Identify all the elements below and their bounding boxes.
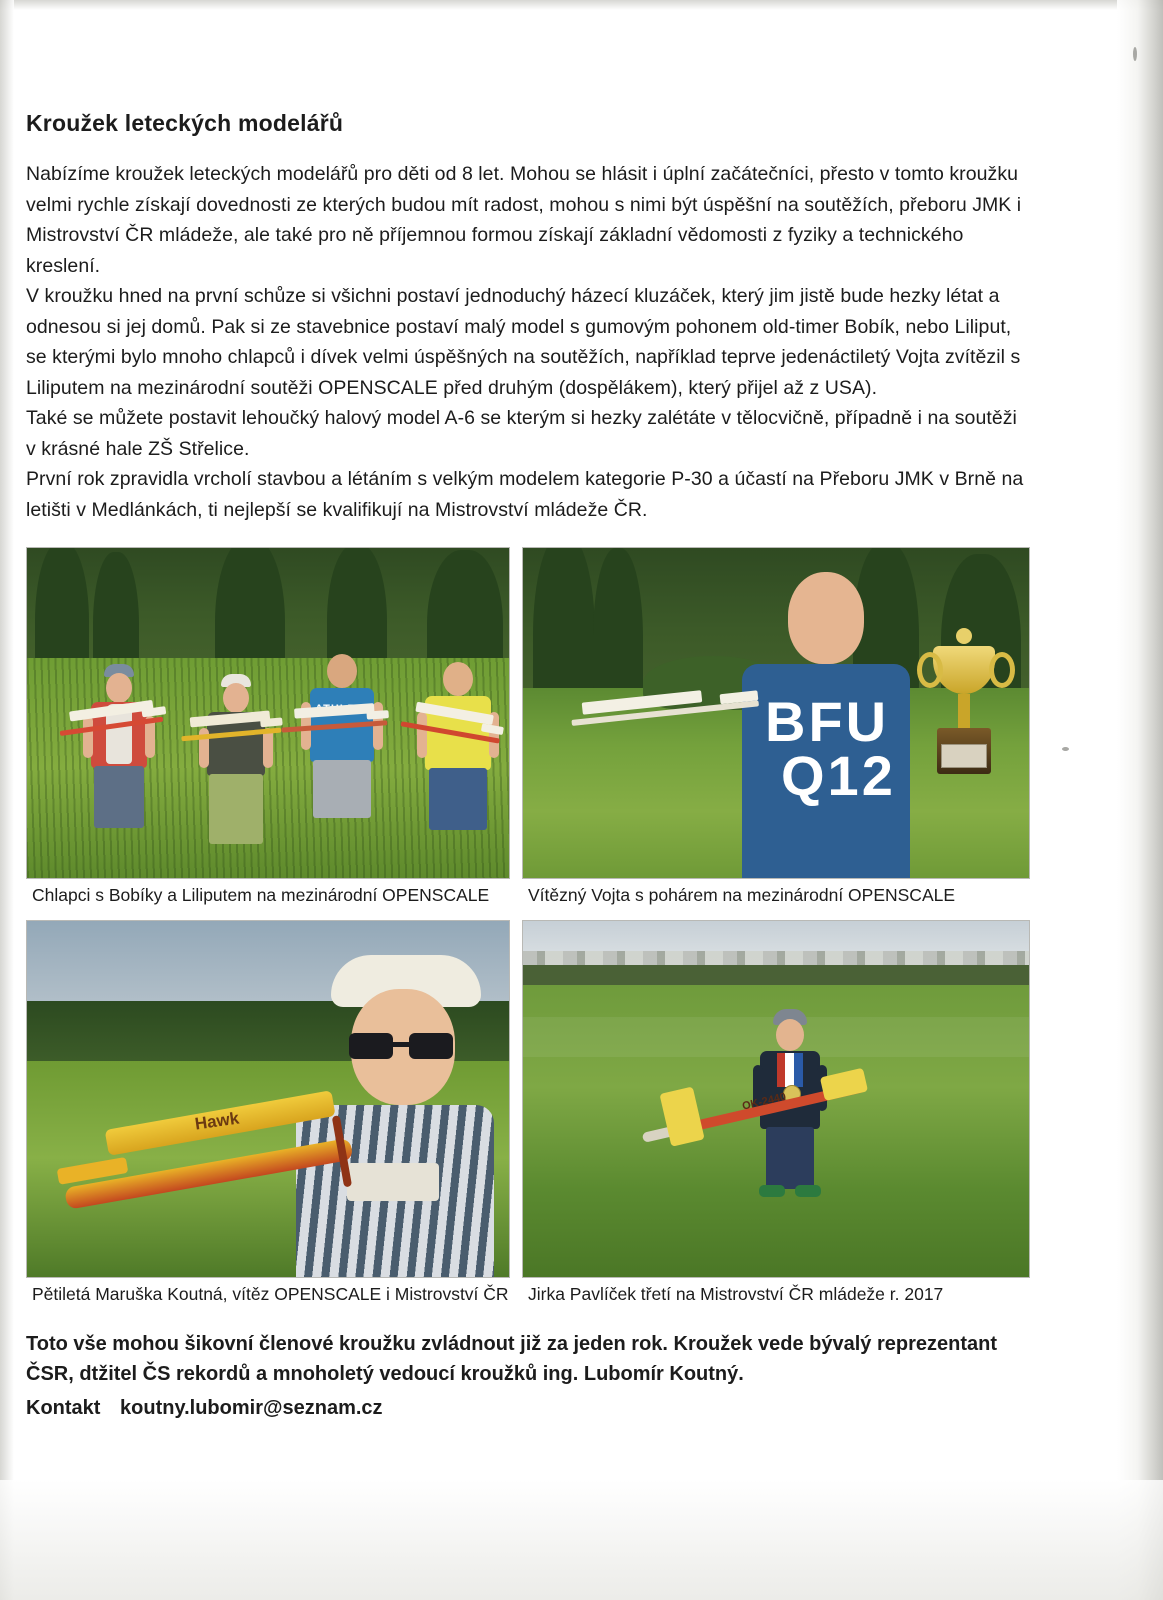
scan-speck	[1133, 47, 1137, 61]
kid-figure	[741, 572, 911, 878]
scan-speck	[1062, 747, 1069, 751]
shirt-print: Q12	[781, 744, 896, 807]
conifer-tree	[533, 547, 595, 702]
closing-line-2: ČSR, dtžitel ČS rekordů a mnoholetý vedoucí kroužků ing. Lubomír Koutný.	[26, 1363, 744, 1385]
photo-cell-maruska	[26, 920, 510, 1311]
head	[443, 662, 473, 696]
closing-block	[26, 1329, 1026, 1423]
trophy-handle	[917, 652, 943, 688]
conifer-tree	[593, 548, 643, 698]
contact-email[interactable]: koutny.lubomir@seznam.cz	[120, 1397, 383, 1419]
wing	[294, 703, 375, 719]
scan-edge-bottom	[0, 1480, 1163, 1600]
scan-edge-right	[1117, 0, 1163, 1600]
paragraph-3: Také se můžete postavit lehoučký halový model A-6 se kterým si hezky zalétáte v tělocvičně, případně i na soutěži v krásné hale ZŠ Střelice.	[26, 407, 1017, 460]
tail	[366, 710, 389, 720]
head	[327, 654, 357, 688]
photo-caption: Jirka Pavlíček třetí na Mistrovství ČR mládeže r. 2017	[528, 1284, 944, 1304]
tail	[141, 706, 166, 717]
paragraph-1: Nabízíme kroužek leteckých modelářů pro děti od 8 let. Mohou se hlásit i úplní začátečníci, přesto v tomto kroužku velmi rychle získají dovednosti ze kterých budou mít radost, mohou s nimi být úspěšní na soutěžích, přeboru JMK i Mistrovství ČR mládeže, ale také pro ně příjemnou formou získají základní vědomosti z fyziky a technického kreslení.	[26, 163, 1022, 277]
photo-caption: Chlapci s Bobíky a Liliputem na mezinárodní OPENSCALE	[32, 885, 490, 905]
model-plane	[175, 703, 285, 758]
intro-text	[26, 159, 1026, 525]
tail	[481, 723, 504, 735]
photo-maruska-plane	[26, 920, 510, 1278]
document-content	[26, 110, 1026, 1423]
scan-edge-top	[0, 0, 1163, 10]
plane-marking: OK-2440	[741, 1090, 788, 1113]
shirt-print: BFU	[765, 690, 890, 753]
tree-line	[523, 965, 1029, 987]
plane-marking: Hawk	[193, 1108, 241, 1134]
tail	[820, 1068, 868, 1101]
conifer-tree	[35, 547, 89, 674]
wing	[190, 710, 271, 727]
scan-edge-left	[0, 0, 14, 1600]
photo-cell-jirka	[522, 920, 1030, 1311]
photo-row-1	[26, 547, 1026, 912]
paragraph-4: První rok zpravidla vrcholí stavbou a létáním s velkým modelem kategorie P-30 a účastí na Přeboru JMK v Brně na letišti v Medlánkách, ti nejlepší se kvalifikují na Mistrovství mládeže ČR.	[26, 468, 1024, 521]
shoe	[759, 1185, 785, 1197]
trophy	[909, 640, 1019, 850]
head	[776, 1019, 804, 1051]
page-title: Kroužek leteckých modelářů	[26, 110, 344, 136]
kid-figure	[299, 652, 385, 866]
wing	[415, 702, 494, 725]
contact-label: Kontakt	[26, 1397, 101, 1419]
model-plane	[276, 694, 391, 748]
legs	[429, 768, 487, 830]
sunglasses-icon	[349, 1033, 453, 1059]
kid-figure	[195, 674, 277, 870]
photo-cell-boys	[26, 547, 510, 912]
head	[788, 572, 864, 664]
photo-caption: Pětiletá Maruška Koutná, vítěz OPENSCALE i Mistrovství ČR	[32, 1284, 509, 1304]
fuselage	[181, 728, 281, 742]
trophy-stem	[958, 694, 970, 728]
photo-cell-vojta	[522, 547, 1030, 912]
shoe	[795, 1185, 821, 1197]
conifer-tree	[427, 550, 503, 674]
photo-caption: Vítězný Vojta s pohárem na mezinárodní OPENSCALE	[528, 885, 956, 905]
conifer-tree	[93, 552, 139, 672]
trophy-ball	[956, 628, 972, 644]
trophy-handle	[989, 652, 1015, 688]
closing-line-1: Toto vše mohou šikovní členové kroužku zvládnout již za jeden rok. Kroužek vede bývalý reprezentant	[26, 1333, 997, 1355]
trophy-plate	[941, 744, 987, 768]
photo-vojta-trophy	[522, 547, 1030, 879]
legs	[209, 774, 263, 844]
paragraph-2: V kroužku hned na první schůze si všichni postaví jednoduchý házecí kluzáček, který jim jistě bude hezky létat a odnesou si jej domů. Pak si ze stavebnice postaví malý model s gumovým pohonem old-timer Bobík, nebo Liliput, se kterými bylo mnoho chlapců i dívek velmi úspěšných na soutěžích, například teprve jedenáctiletý Vojta zvítězil s Liliputem na mezinárodní soutěži OPENSCALE před druhým (dospělákem), který přijel až z USA).	[26, 285, 1021, 399]
photo-boys-openscale	[26, 547, 510, 879]
photo-grid	[26, 547, 1026, 1311]
photo-row-2	[26, 920, 1026, 1311]
photo-jirka-field	[522, 920, 1030, 1278]
contact-line	[26, 1393, 1026, 1423]
legs	[94, 766, 144, 828]
legs	[313, 760, 371, 818]
fuselage	[281, 720, 387, 732]
